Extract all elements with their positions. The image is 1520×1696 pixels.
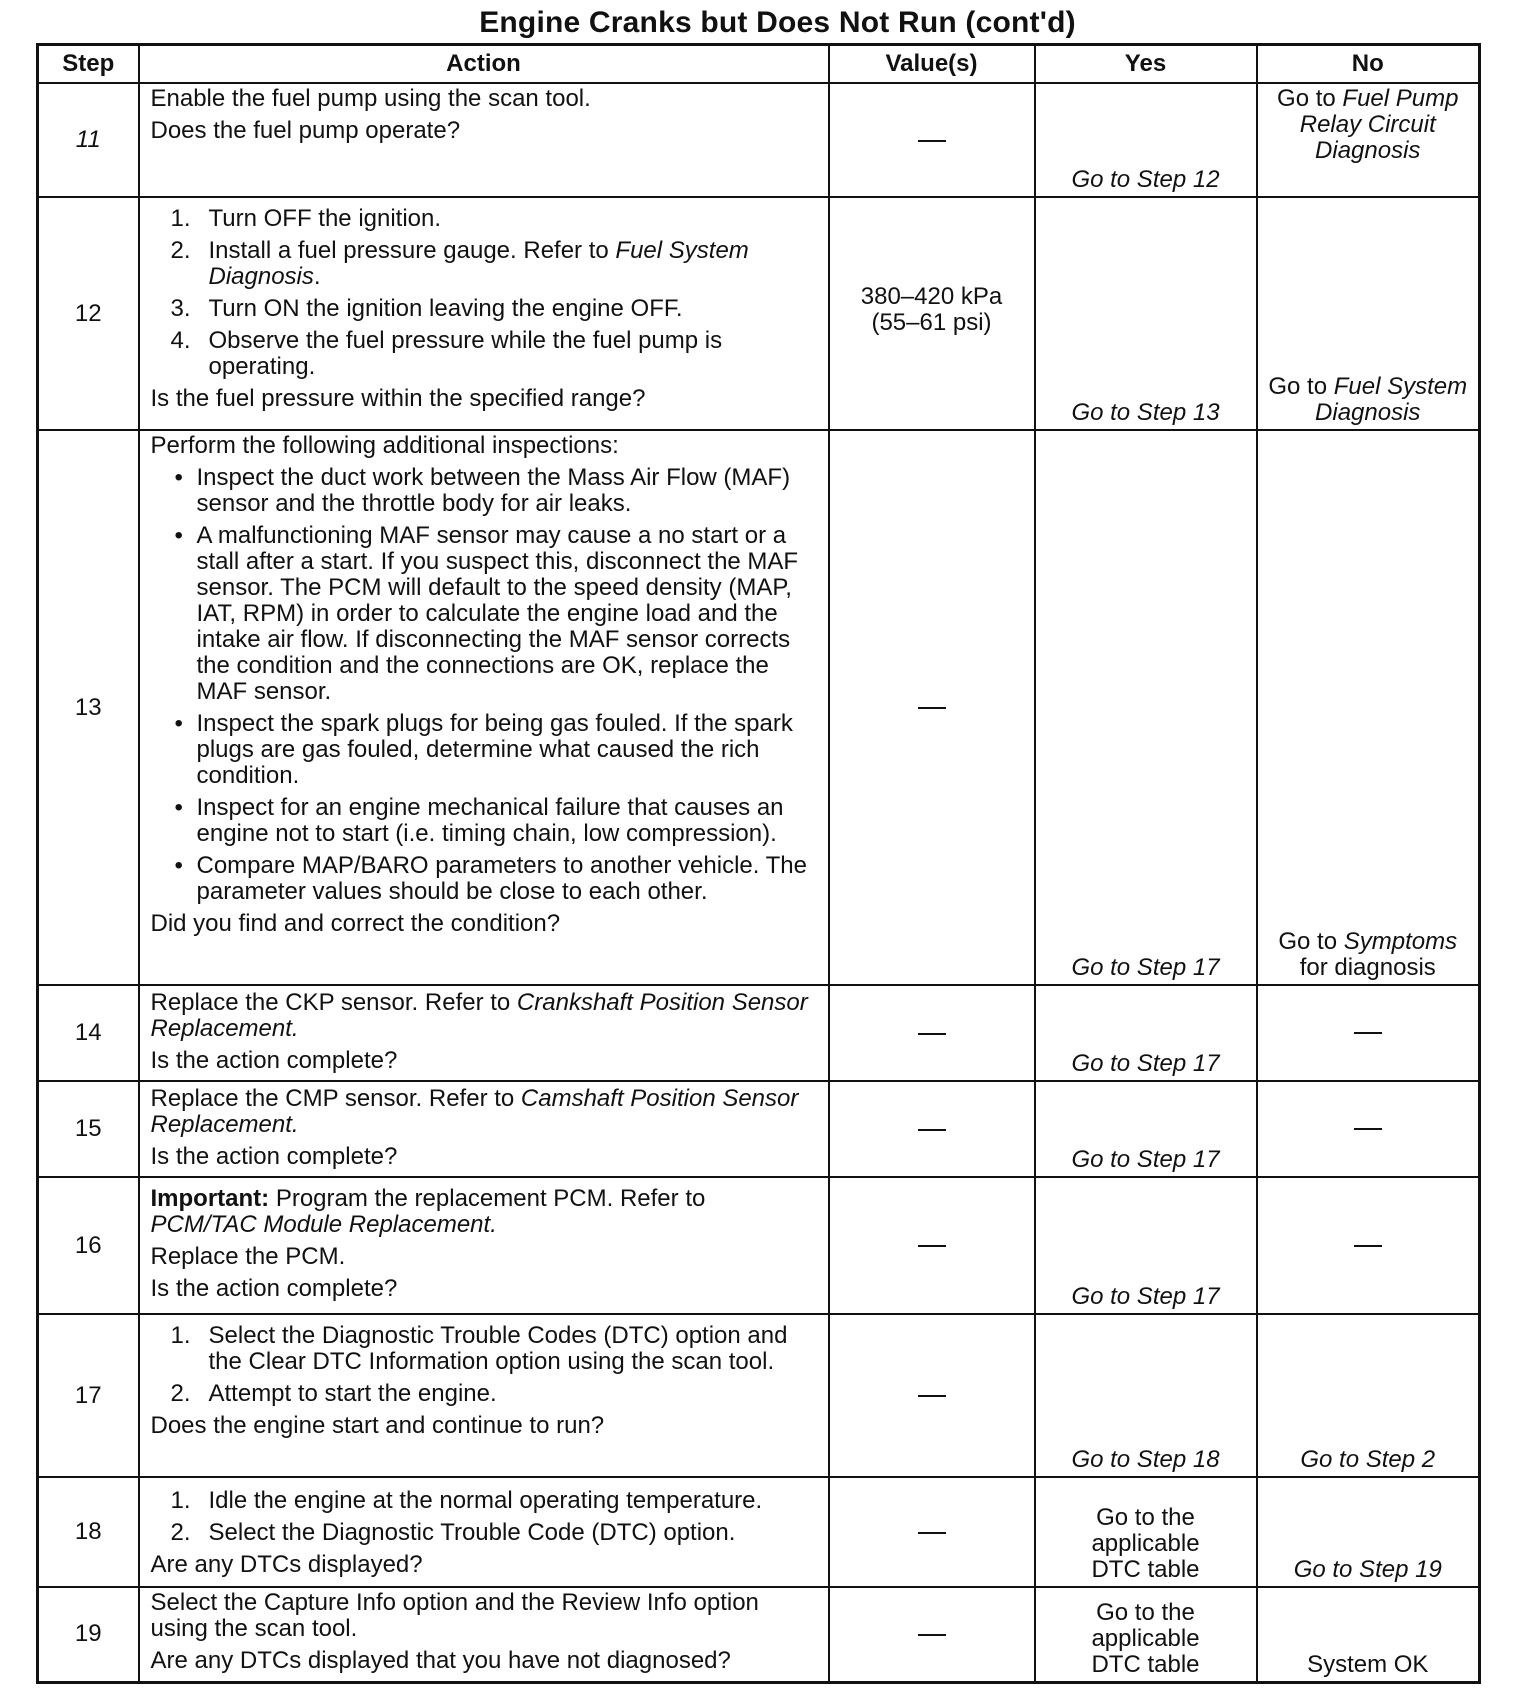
item-number: 3. <box>170 295 191 322</box>
value-cell <box>829 1081 1035 1177</box>
header-yes: Yes <box>1035 45 1257 84</box>
action-question: Is the action complete? <box>150 1047 398 1074</box>
action-cell <box>139 1477 829 1587</box>
item-number: 1. <box>170 1322 191 1349</box>
value-cell <box>829 1587 1035 1682</box>
table-row <box>38 1587 1480 1682</box>
no-suffix: for diagnosis <box>1299 954 1436 981</box>
item-text: A malfunctioning MAF sensor may cause a no start or a stall after a start. If you suspect this, disconnect the MAF sensor. The PCM will default to the speed density (MAP, IAT, RPM) in order to calculate the engine load and the intake air flow. If disconnecting the MAF sensor corrects the condition and the connections are OK, replace the MAF sensor. <box>196 522 799 705</box>
item-text: Attempt to start the engine. <box>208 1380 497 1407</box>
value-cell <box>829 430 1035 985</box>
list-item: • Inspect for an engine mechanical failure that causes an engine not to start (i.e. timing chain, low compression). <box>174 794 784 847</box>
item-text: Idle the engine at the normal operating temperature. <box>208 1487 763 1514</box>
item-text: Compare MAP/BARO parameters to another vehicle. The parameter values should be close to each other. <box>196 852 807 905</box>
value-psi: (55–61 psi) <box>871 309 992 336</box>
action-line: Program the replacement PCM. Refer to <box>269 1185 706 1212</box>
yes-cell: Go to Step 13 <box>1035 197 1257 430</box>
step-list <box>151 1323 816 1407</box>
value-cell <box>829 197 1035 430</box>
yes-cell <box>1035 1477 1257 1587</box>
step-number: 19 <box>38 1587 139 1682</box>
action-reference: PCM/TAC Module Replacement <box>150 1211 491 1238</box>
action-question: Did you find and correct the condition? <box>150 910 561 937</box>
no-cell <box>1257 197 1480 430</box>
step-number: 18 <box>38 1477 139 1587</box>
list-item: • Inspect the duct work between the Mass Air Flow (MAF) sensor and the throttle body for air leaks. <box>174 464 791 517</box>
action-text: Replace the CMP sensor. Refer to Camshaft Position Sensor Replacement. <box>150 1085 799 1138</box>
item-tail: . <box>313 263 321 290</box>
item-text: Select the Diagnostic Trouble Codes (DTC) option and the Clear DTC Information option using the scan tool. <box>208 1322 788 1375</box>
important-label: Important: <box>150 1185 270 1212</box>
item-text: Select the Diagnostic Trouble Code (DTC) option. <box>208 1519 736 1546</box>
no-cell: Go to Step 2 <box>1257 1314 1480 1477</box>
action-line: Replace the CKP sensor. Refer to <box>150 989 517 1016</box>
table-row <box>38 1081 1480 1177</box>
step-list <box>151 206 816 380</box>
list-item: • Inspect the spark plugs for being gas fouled. If the spark plugs are gas fouled, determine what caused the rich condition. <box>174 710 793 789</box>
item-number: 2. <box>170 237 191 264</box>
dash-mark <box>918 1634 946 1636</box>
table-row <box>38 1314 1480 1477</box>
value-cell <box>829 83 1035 197</box>
action-question: Are any DTCs displayed? <box>150 1551 423 1578</box>
step-number: 13 <box>38 430 139 985</box>
dash-mark <box>1354 1245 1382 1247</box>
no-cell <box>1257 1081 1480 1177</box>
yes-text: Go to the applicable DTC table <box>1091 1504 1200 1583</box>
dash-mark <box>918 1033 946 1035</box>
item-number: 2. <box>170 1380 191 1407</box>
step-number: 11 <box>38 83 139 197</box>
no-cell <box>1257 83 1480 197</box>
value-cell <box>829 1177 1035 1314</box>
action-cell <box>139 1177 829 1314</box>
list-item <box>151 1520 816 1546</box>
action-question: Is the action complete? <box>150 1143 398 1170</box>
yes-cell <box>1035 1587 1257 1682</box>
no-prefix: Go to <box>1277 85 1343 112</box>
header-row <box>38 45 1480 84</box>
no-cell <box>1257 430 1480 985</box>
yes-cell: Go to Step 17 <box>1035 1177 1257 1314</box>
no-cell <box>1257 985 1480 1081</box>
list-item: • A malfunctioning MAF sensor may cause a no start or a stall after a start. If you suspect this, disconnect the MAF sensor. The PCM will default to the speed density (MAP, IAT, RPM) in order to calculate the engine load and the intake air flow. If disconnecting the MAF sensor corrects the condition and the connections are OK, replace the MAF sensor. <box>174 522 799 705</box>
step-number: 14 <box>38 985 139 1081</box>
table-row <box>38 197 1480 430</box>
action-question: Does the engine start and continue to run? <box>150 1412 605 1439</box>
value-cell <box>829 985 1035 1081</box>
item-text: Install a fuel pressure gauge. Refer to <box>208 237 616 264</box>
action-text: Select the Capture Info option and the Review Info option using the scan tool. <box>150 1589 759 1642</box>
list-item <box>151 206 816 232</box>
action-text: Important: Program the replacement PCM. Refer to PCM/TAC Module Replacement. <box>150 1185 706 1238</box>
action-cell <box>139 430 829 985</box>
item-text: Turn OFF the ignition. <box>208 205 442 232</box>
step-number: 17 <box>38 1314 139 1477</box>
dash-mark <box>1354 1128 1382 1130</box>
list-item <box>151 1323 816 1375</box>
action-question: Is the action complete? <box>150 1275 398 1302</box>
list-item <box>151 1381 816 1407</box>
diagnostic-table <box>36 43 1481 1684</box>
value-cell <box>829 1314 1035 1477</box>
action-reference: Crankshaft Position Sensor Replacement <box>150 989 808 1042</box>
step-number: 12 <box>38 197 139 430</box>
dash-mark <box>918 707 946 709</box>
action-cell <box>139 197 829 430</box>
list-item <box>151 328 816 380</box>
action-question: Is the fuel pressure within the specified range? <box>150 385 646 412</box>
table-row <box>38 1177 1480 1314</box>
action-text: Enable the fuel pump using the scan tool. <box>150 85 591 112</box>
page-title: Engine Cranks but Does Not Run (cont'd) <box>479 6 1076 39</box>
no-reference: Fuel System Diagnosis <box>1315 373 1468 426</box>
action-line2: Replace the PCM. <box>150 1243 346 1270</box>
action-question: Are any DTCs displayed that you have not diagnosed? <box>150 1647 731 1674</box>
action-intro: Perform the following additional inspections: <box>150 432 619 459</box>
header-step: Step <box>38 45 139 84</box>
action-cell <box>139 83 829 197</box>
yes-cell: Go to Step 17 <box>1035 430 1257 985</box>
yes-cell: Go to Step 12 <box>1035 83 1257 197</box>
inspection-list <box>151 465 816 905</box>
no-reference: Fuel Pump Relay Circuit Diagnosis <box>1299 85 1459 164</box>
yes-cell: Go to Step 18 <box>1035 1314 1257 1477</box>
dash-mark <box>918 1129 946 1131</box>
table-row <box>38 985 1480 1081</box>
item-text: Inspect the spark plugs for being gas fouled. If the spark plugs are gas fouled, determine what caused the rich condition. <box>196 710 793 789</box>
dash-mark <box>918 1395 946 1397</box>
list-item <box>151 296 816 322</box>
table-row <box>38 1477 1480 1587</box>
item-number: 2. <box>170 1519 191 1546</box>
header-action: Action <box>139 45 829 84</box>
table-row <box>38 430 1480 985</box>
action-cell <box>139 1314 829 1477</box>
dash-mark <box>918 1245 946 1247</box>
no-cell <box>1257 1177 1480 1314</box>
action-question: Does the fuel pump operate? <box>150 117 461 144</box>
value-cell <box>829 1477 1035 1587</box>
item-number: 4. <box>170 327 191 354</box>
item-text: Observe the fuel pressure while the fuel pump is operating. <box>208 327 723 380</box>
item-number: 1. <box>170 1487 191 1514</box>
header-no: No <box>1257 45 1480 84</box>
yes-cell: Go to Step 17 <box>1035 1081 1257 1177</box>
item-text: Inspect for an engine mechanical failure that causes an engine not to start (i.e. timing chain, low compression). <box>196 794 784 847</box>
list-item <box>151 1488 816 1514</box>
dash-mark <box>1354 1032 1382 1034</box>
action-cell <box>139 1587 829 1682</box>
item-reference: Fuel System Diagnosis <box>208 237 749 290</box>
action-line: Replace the CMP sensor. Refer to <box>150 1085 521 1112</box>
value-kpa: 380–420 kPa <box>860 283 1003 310</box>
header-values: Value(s) <box>829 45 1035 84</box>
step-number: 16 <box>38 1177 139 1314</box>
list-item: • Compare MAP/BARO parameters to another vehicle. The parameter values should be close to each other. <box>174 852 807 905</box>
table-row <box>38 83 1480 197</box>
yes-text: Go to the applicable DTC table <box>1091 1598 1200 1678</box>
action-reference: Camshaft Position Sensor Replacement <box>150 1085 799 1138</box>
no-cell: Go to Step 19 <box>1257 1477 1480 1587</box>
step-list <box>151 1488 816 1546</box>
yes-cell: Go to Step 17 <box>1035 985 1257 1081</box>
item-text: Turn ON the ignition leaving the engine OFF. <box>208 295 683 322</box>
dash-mark <box>918 140 946 142</box>
no-reference: Symptoms <box>1343 928 1458 955</box>
action-cell <box>139 985 829 1081</box>
action-cell <box>139 1081 829 1177</box>
item-text: Inspect the duct work between the Mass Air Flow (MAF) sensor and the throttle body for air leaks. <box>196 464 791 517</box>
no-cell: System OK <box>1257 1587 1480 1682</box>
action-text: Replace the CKP sensor. Refer to Crankshaft Position Sensor Replacement. <box>150 989 808 1042</box>
dash-mark <box>918 1532 946 1534</box>
no-prefix: Go to <box>1268 373 1334 400</box>
no-prefix: Go to <box>1278 928 1344 955</box>
step-number: 15 <box>38 1081 139 1177</box>
list-item <box>151 238 816 290</box>
item-number: 1. <box>170 205 191 232</box>
